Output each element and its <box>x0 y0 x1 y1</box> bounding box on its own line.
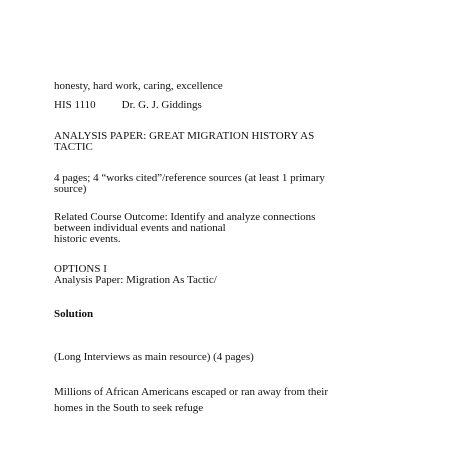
course-code: HIS 1110 <box>54 99 96 111</box>
solution-heading: Solution <box>54 308 94 320</box>
motto: honesty, hard work, caring, excellence <box>54 80 223 92</box>
paper-title-line-1: ANALYSIS PAPER: GREAT MIGRATION HISTORY AS <box>54 130 315 142</box>
requirements-line-2: source) <box>54 183 87 195</box>
body-line-2: homes in the South to seek refuge <box>54 402 204 414</box>
outcome-line-1: Related Course Outcome: Identify and analyze connections <box>54 211 316 223</box>
instructor-name: Dr. G. J. Giddings <box>121 99 202 111</box>
outcome-line-3: historic events. <box>54 233 121 245</box>
options-heading: OPTIONS I <box>54 263 107 275</box>
outcome-line-2: between individual events and national <box>54 222 226 234</box>
requirements-line-1: 4 pages; 4 “works cited”/reference sources (at least 1 primary <box>54 172 325 184</box>
course-header <box>54 99 202 112</box>
interviews-note: (Long Interviews as main resource) (4 pages) <box>54 351 254 363</box>
options-line: Analysis Paper: Migration As Tactic/ <box>54 274 217 286</box>
paper-title-line-2: TACTIC <box>54 141 93 153</box>
body-line-1: Millions of African Americans escaped or ran away from their <box>54 386 328 398</box>
